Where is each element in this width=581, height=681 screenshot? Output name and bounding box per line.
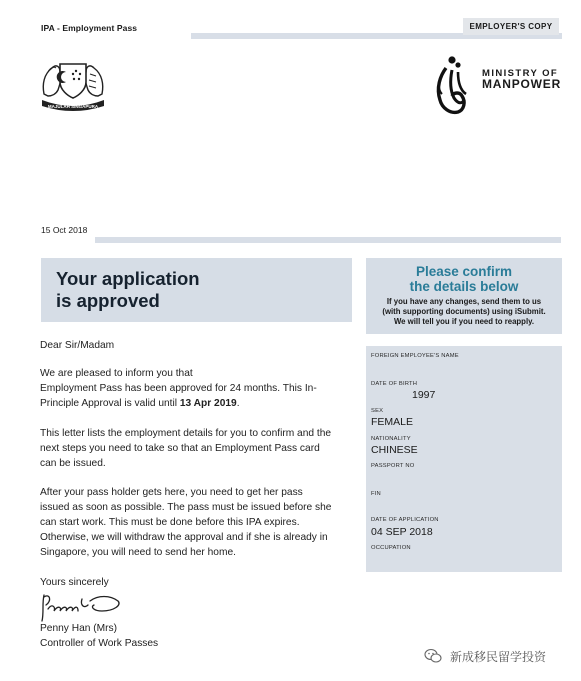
foreign-employee-name-label: FOREIGN EMPLOYEE'S NAME — [371, 353, 459, 359]
confirm-sub-line1: If you have any changes, send them to us — [386, 297, 542, 306]
signatory — [40, 621, 158, 651]
paragraph-instructions-line: Singapore, you will need to send her home. — [40, 547, 236, 558]
employee-details-panel — [366, 346, 562, 572]
copy-tag: EMPLOYER'S COPY — [463, 18, 559, 35]
nationality-value: CHINESE — [371, 444, 418, 456]
confirm-sub-line2: (with supporting documents) using iSubmit. — [382, 307, 546, 316]
validity-text: Principle Approval is valid until — [40, 398, 180, 409]
date-of-application-label: DATE OF APPLICATION — [371, 517, 439, 523]
wechat-icon — [424, 648, 442, 664]
date-of-birth-value: 1997 — [412, 389, 436, 401]
confirm-sub-line3: We will tell you if you need to reapply. — [393, 317, 535, 326]
confirm-details-title — [366, 264, 562, 294]
validity-period: . — [236, 398, 240, 409]
signatory-name: Penny Han (Mrs) — [40, 623, 117, 634]
date-of-birth-label: DATE OF BIRTH — [371, 381, 418, 387]
sex-value: FEMALE — [371, 416, 414, 428]
date-divider — [95, 237, 561, 243]
paragraph-details — [40, 426, 331, 471]
validity-date: 13 Apr 2019 — [179, 398, 237, 409]
watermark-text: 新成移民留学投资 — [450, 650, 547, 664]
occupation-label: OCCUPATION — [371, 545, 411, 551]
paragraph-instructions-line: Otherwise, we will withdraw the approval and if she is already in — [40, 532, 328, 543]
paragraph-approval — [40, 366, 317, 411]
paragraph-instructions-line: can start work. This must be done before this IPA expires. — [40, 517, 300, 528]
paragraph-approval-line: Employment Pass has been approved for 24 months. This In- — [40, 383, 317, 394]
sex-label: SEX — [371, 408, 384, 414]
ministry-name-line2: MANPOWER — [482, 77, 562, 91]
paragraph-approval-line: We are pleased to inform you that — [40, 368, 193, 379]
nationality-label: NATIONALITY — [371, 436, 411, 442]
ministry-of-manpower-logo-icon — [432, 54, 470, 116]
paragraph-approval-line — [40, 396, 317, 411]
passport-no-label: PASSPORT NO — [371, 463, 415, 469]
signature-image — [38, 587, 130, 623]
paragraph-details-line: can be issued. — [40, 458, 106, 469]
date-of-application-value: 04 SEP 2018 — [371, 526, 433, 538]
approval-heading — [56, 268, 200, 312]
crest-motto: MAJULAH SINGAPURA — [47, 104, 99, 109]
confirm-title-line1: Please confirm — [415, 264, 513, 279]
paragraph-instructions — [40, 485, 331, 560]
closing: Yours sincerely — [40, 577, 109, 588]
document-type-label: IPA - Employment Pass — [41, 23, 138, 33]
paragraph-details-line: next steps you need to take so that an Employment Pass card — [40, 443, 320, 454]
fin-label: FIN — [371, 491, 381, 497]
approval-heading-line2: is approved — [56, 290, 160, 311]
salutation: Dear Sir/Madam — [40, 340, 115, 351]
letter-date: 15 Oct 2018 — [41, 225, 88, 235]
ministry-name-line1: MINISTRY OF — [482, 68, 559, 79]
signatory-title: Controller of Work Passes — [40, 638, 159, 649]
singapore-coat-of-arms-icon — [38, 54, 108, 112]
paragraph-instructions-line: After your pass holder gets here, you need to get her pass — [40, 487, 303, 498]
paragraph-instructions-line: issued as soon as possible. The pass must be issued before she — [40, 502, 332, 513]
paragraph-details-line: This letter lists the employment details for you to confirm and the — [40, 428, 332, 439]
confirm-details-instructions — [370, 297, 558, 327]
approval-heading-line1: Your application — [56, 268, 200, 289]
confirm-title-line2: the details below — [409, 279, 519, 294]
ministry-name — [482, 68, 561, 90]
